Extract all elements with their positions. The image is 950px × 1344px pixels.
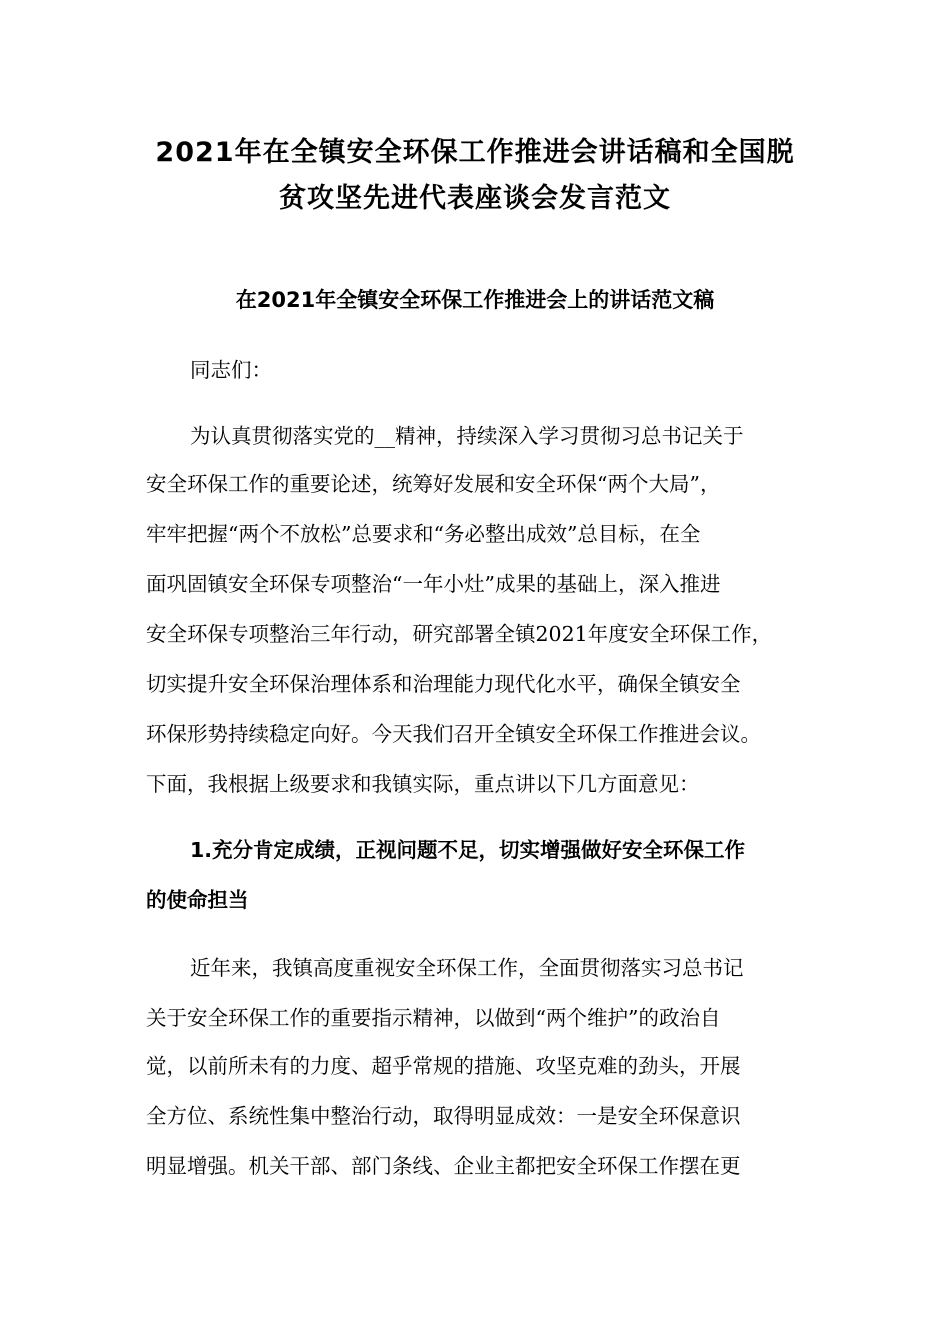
paragraph-line: 全方位、系统性集中整治行动，取得明显成效：一是安全环保意识 — [146, 1104, 741, 1128]
title-line: 贫攻坚先进代表座谈会发言范文 — [279, 183, 671, 214]
section-heading: 的使命担当 — [146, 888, 249, 912]
paragraph-line: 切实提升安全环保治理体系和治理能力现代化水平，确保全镇安全 — [146, 672, 741, 696]
speech-subtitle: 在2021年全镇安全环保工作推进会上的讲话范文稿 — [235, 288, 715, 312]
paragraph-line: 为认真贯彻落实党的__精神，持续深入学习贯彻习总书记关于 — [190, 424, 744, 448]
paragraph-line: 下面，我根据上级要求和我镇实际，重点讲以下几方面意见： — [146, 772, 700, 796]
paragraph-line: 面巩固镇安全环保专项整治“一年小灶”成果的基础上，深入推进 — [146, 572, 721, 596]
paragraph-line: 近年来，我镇高度重视安全环保工作，全面贯彻落实习总书记 — [190, 956, 744, 980]
paragraph-line: 关于安全环保工作的重要指示精神，以做到“两个维护”的政治自 — [146, 1006, 721, 1030]
paragraph-line: 明显增强。机关干部、部门条线、企业主都把安全环保工作摆在更 — [146, 1154, 741, 1178]
title-line: 2021年在全镇安全环保工作推进会讲话稿和全国脱 — [155, 137, 795, 168]
paragraph-line: 安全环保专项整治三年行动，研究部署全镇2021年度安全环保工作， — [146, 622, 773, 646]
paragraph-line: 牢牢把握“两个不放松”总要求和“务必整出成效”总目标，在全 — [146, 522, 701, 546]
greeting: 同志们： — [190, 358, 272, 382]
section-heading: 1.充分肯定成绩，正视问题不足，切实增强做好安全环保工作 — [190, 838, 746, 862]
paragraph-line: 觉，以前所未有的力度、超乎常规的措施、攻坚克难的劲头，开展 — [146, 1054, 741, 1078]
paragraph-line: 安全环保工作的重要论述，统筹好发展和安全环保“两个大局”， — [146, 472, 721, 496]
document-title — [120, 130, 830, 222]
paragraph-line: 环保形势持续稳定向好。今天我们召开全镇安全环保工作推进会议。 — [146, 722, 761, 746]
